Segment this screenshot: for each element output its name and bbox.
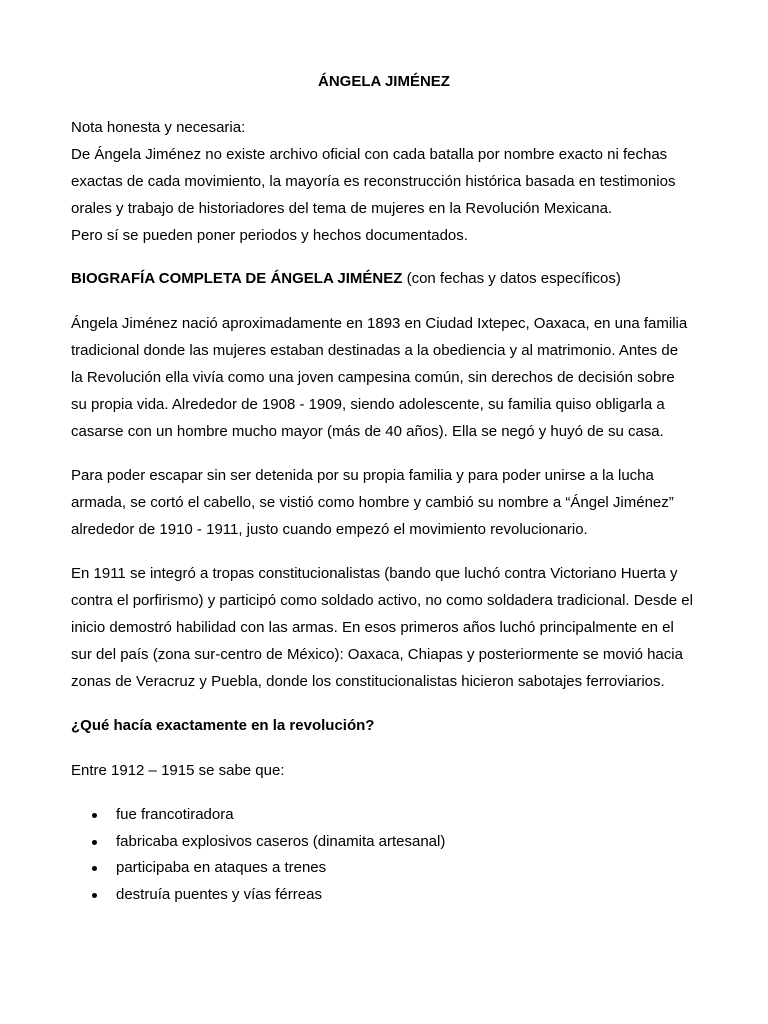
paragraph-line: contra el porfirismo) y participó como soldado activo, no como soldadera tradicional. Desde el <box>71 592 693 609</box>
bullet-icon <box>92 840 97 845</box>
note-line: orales y trabajo de historiadores del tema de mujeres en la Revolución Mexicana. <box>71 200 613 217</box>
intro-line: Entre 1912 – 1915 se sabe que: <box>71 762 285 779</box>
paragraph-birth <box>71 310 701 445</box>
document-title: ÁNGELA JIMÉNEZ <box>318 73 450 90</box>
paragraph-line: En 1911 se integró a tropas constitucionalistas (bando que luchó contra Victoriano Huerta y <box>71 565 678 582</box>
note-block <box>71 114 701 249</box>
paragraph-line: Para poder escapar sin ser detenida por su propia familia y para poder unirse a la lucha <box>71 467 654 484</box>
section-heading <box>71 265 701 292</box>
section-heading-bold: BIOGRAFÍA COMPLETA DE ÁNGELA JIMÉNEZ <box>71 270 403 287</box>
paragraph-line: zonas de Veracruz y Puebla, donde los constitucionalistas hicieron sabotajes ferroviarios. <box>71 673 665 690</box>
list-item: participaba en ataques a trenes <box>71 855 701 882</box>
list-item: fue francotiradora <box>71 802 701 829</box>
paragraph-line: su propia vida. Alrededor de 1908 - 1909, siendo adolescente, su familia quiso obligarla a <box>71 396 665 413</box>
list-item: destruía puentes y vías férreas <box>71 882 701 909</box>
list-item: fabricaba explosivos caseros (dinamita artesanal) <box>71 829 701 856</box>
question-heading: ¿Qué hacía exactamente en la revolución? <box>71 717 375 734</box>
paragraph-line: la Revolución ella vivía como una joven campesina común, sin derechos de decisión sobre <box>71 369 675 386</box>
note-line: exactas de cada movimiento, la mayoría es reconstrucción histórica basada en testimonios <box>71 173 676 190</box>
activity-list <box>71 802 701 908</box>
section-heading-subtitle: (con fechas y datos específicos) <box>402 270 621 287</box>
paragraph-line: alrededor de 1910 - 1911, justo cuando empezó el movimiento revolucionario. <box>71 521 588 538</box>
bullet-icon <box>92 866 97 871</box>
paragraph-troops <box>71 560 701 695</box>
paragraph-line: tradicional donde las mujeres estaban destinadas a la obediencia y al matrimonio. Antes de <box>71 342 679 359</box>
paragraph-line: armada, se cortó el cabello, se vistió como hombre y cambió su nombre a “Ángel Jiménez” <box>71 494 674 511</box>
note-line: De Ángela Jiménez no existe archivo oficial con cada batalla por nombre exacto ni fechas <box>71 146 668 163</box>
note-line: Pero sí se pueden poner periodos y hechos documentados. <box>71 227 468 244</box>
paragraph-escape <box>71 462 701 543</box>
paragraph-line: casarse con un hombre mucho mayor (más de 40 años). Ella se negó y huyó de su casa. <box>71 423 664 440</box>
bullet-icon <box>92 813 97 818</box>
paragraph-line: sur del país (zona sur-centro de México): Oaxaca, Chiapas y posteriormente se movió hacia <box>71 646 683 663</box>
paragraph-line: inicio demostró habilidad con las armas. En esos primeros años luchó principalmente en el <box>71 619 674 636</box>
bullet-icon <box>92 893 97 898</box>
paragraph-line: Ángela Jiménez nació aproximadamente en 1893 en Ciudad Ixtepec, Oaxaca, en una familia <box>71 315 688 332</box>
note-heading: Nota honesta y necesaria: <box>71 119 246 136</box>
